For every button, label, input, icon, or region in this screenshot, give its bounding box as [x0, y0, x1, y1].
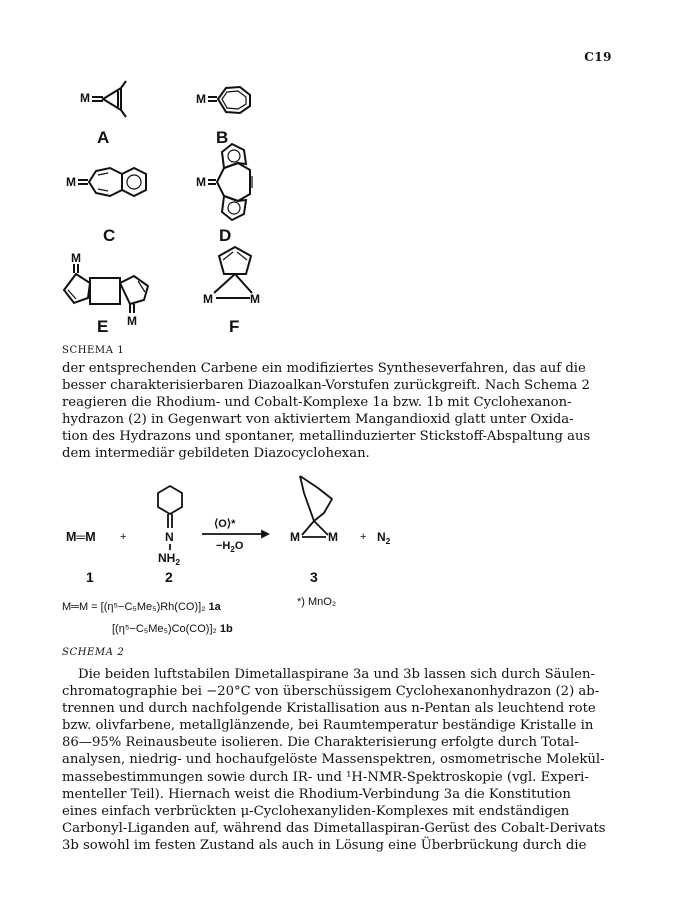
reactant-dimetal: M═M	[66, 530, 96, 544]
structure-f-metal-left: M	[203, 292, 213, 306]
hydrazone-n: N	[165, 530, 174, 544]
nh2-subscript: 2	[175, 557, 181, 567]
n2-label: N	[377, 530, 386, 544]
schema2-legend	[62, 596, 233, 640]
schema2-caption: SCHEMA 2	[62, 647, 125, 658]
minus-h2o-end: O	[234, 540, 244, 552]
structure-e	[64, 251, 148, 336]
paragraph-2	[62, 666, 632, 854]
structure-e-metal-bottom: M	[127, 314, 137, 328]
legend-formula-1b: [(η⁵−C₅Me₅)Co(CO)]₂	[112, 623, 217, 635]
legend-id-1b: 1b	[219, 623, 233, 635]
plus-2: +	[360, 531, 367, 543]
legend-formula-1a: M═M = [(η⁵−C₅Me₅)Rh(CO)]₂	[62, 601, 206, 613]
text-line: analysen, niedrig- und hochaufgelöste Massenspektren, osmometrische Molekül-	[62, 752, 605, 768]
text-line: bzw. olivfarbene, metallglänzende, bei Raumtemperatur beständige Kristalle in	[62, 718, 594, 734]
structure-c-metal: M	[66, 175, 76, 189]
hydrazone-structure	[158, 486, 182, 567]
minus-h2o: −H	[216, 540, 231, 552]
compound-number-3: 3	[310, 569, 318, 585]
product-structure	[290, 476, 338, 544]
product-metal-right: M	[328, 530, 338, 544]
structure-c	[66, 168, 146, 245]
minus-h2o-subscript: 2	[230, 545, 235, 554]
n2-subscript: 2	[385, 536, 391, 546]
structure-d-metal: M	[196, 175, 206, 189]
schema1-caption: SCHEMA 1	[62, 345, 125, 356]
structure-a-label: A	[97, 128, 110, 147]
page-number: C19	[584, 50, 612, 64]
text-line: reagieren die Rhodium- und Cobalt-Komplexe 1a bzw. 1b mit Cyclohexanon-	[62, 395, 572, 411]
structure-e-label: E	[97, 317, 109, 336]
text-line: der entsprechenden Carbene ein modifiziertes Syntheseverfahren, das auf die	[62, 361, 586, 376]
product-metal-left: M	[290, 530, 300, 544]
compound-number-1: 1	[86, 569, 94, 585]
structure-c-label: C	[103, 226, 116, 245]
text-line: besser charakterisierbaren Diazoalkan-Vorstufen zurückgreift. Nach Schema 2	[62, 378, 590, 394]
structure-a	[80, 81, 126, 147]
svg-text:N2	[377, 530, 391, 546]
structure-f-metal-right: M	[250, 292, 260, 306]
oxidant-footnote: *) MnO₂	[297, 596, 337, 608]
structure-b-metal: M	[196, 92, 206, 106]
schema1-diagram	[0, 0, 680, 340]
schema2-diagram	[0, 455, 680, 595]
compound-number-2: 2	[165, 569, 173, 585]
structure-d	[196, 144, 252, 245]
nh2-label: NH	[158, 551, 176, 565]
structure-d-label: D	[219, 226, 232, 245]
text-line: massebestimmungen sowie durch IR- und ¹H-NMR-Spektroskopie (vgl. Experi-	[62, 769, 589, 785]
text-line: trennen und durch nachfolgende Kristallisation aus n-Pentan als leuchtend rote	[62, 701, 596, 717]
svg-text:NH2	[158, 551, 180, 567]
structure-f-label: F	[229, 317, 240, 336]
structure-b	[196, 87, 250, 147]
text-line: 3b sowohl im festen Zustand als auch in Lösung eine Überbrückung durch die	[62, 837, 587, 853]
text-line: hydrazon (2) in Gegenwart von aktiviertem Mangandioxid glatt unter Oxida-	[62, 412, 574, 428]
text-line: dem intermediär gebildeten Diazocyclohexan.	[62, 446, 370, 462]
text-line: Die beiden luftstabilen Dimetallaspirane 3a und 3b lassen sich durch Säulen-	[78, 667, 595, 682]
plus-1: +	[120, 531, 127, 543]
structure-f	[203, 247, 260, 336]
legend-id-1a: 1a	[208, 601, 221, 613]
paragraph-1	[62, 360, 632, 463]
text-line: 86—95% Reinausbeute isolieren. Die Charakterisierung erfolgte durch Total-	[62, 735, 579, 751]
structure-b-label: B	[216, 128, 229, 147]
text-line: Carbonyl-Liganden auf, während das Dimetallaspiran-Gerüst des Cobalt-Derivats	[62, 820, 606, 836]
structure-a-metal: M	[80, 91, 90, 105]
svg-text:−H2O	[216, 540, 244, 554]
structure-e-metal-top: M	[71, 251, 81, 265]
text-line: menteller Teil). Hiernach weist die Rhodium-Verbindung 3a die Konstitution	[62, 786, 571, 802]
oxidant-label: ⟨O⟩*	[214, 518, 236, 530]
text-line: chromatographie bei −20°C von überschüssigem Cyclohexanonhydrazon (2) ab-	[62, 684, 600, 700]
text-line: tion des Hydrazons und spontaner, metallinduzierter Stickstoff-Abspaltung aus	[62, 429, 591, 445]
text-line: eines einfach verbrückten μ-Cyclohexanyliden-Komplexes mit endständigen	[62, 803, 570, 819]
